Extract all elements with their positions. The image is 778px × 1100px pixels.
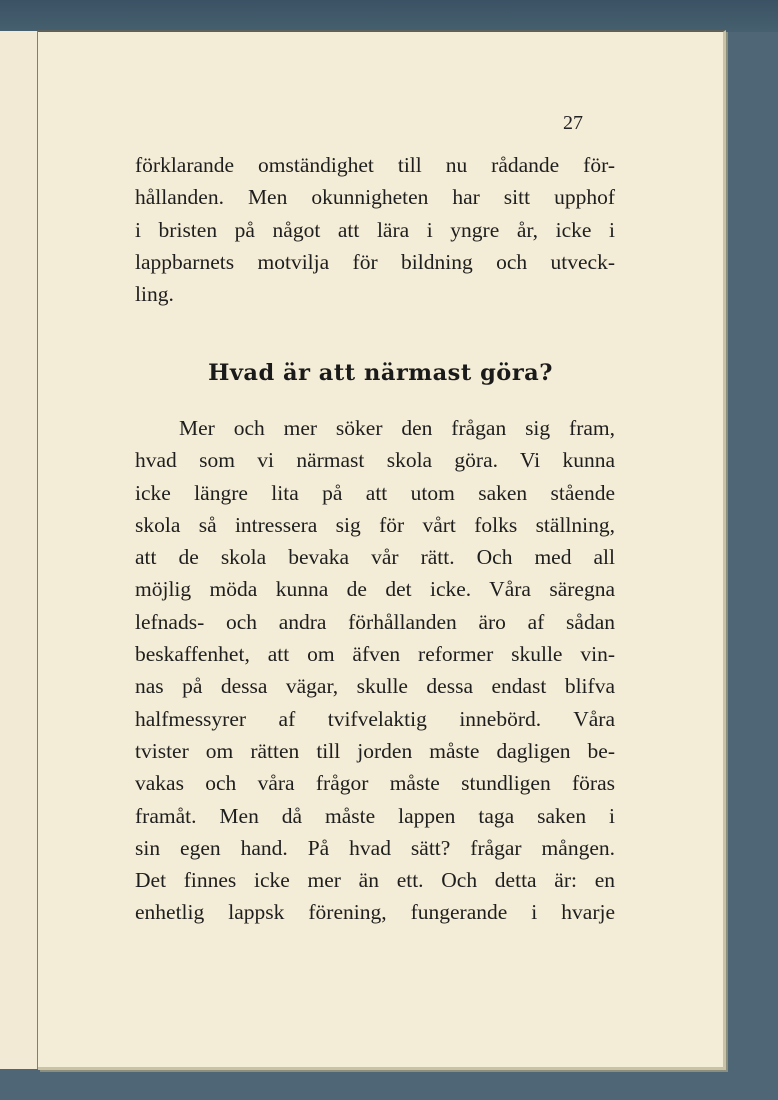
text-line: skola så intressera sig för vårt folks ställning,	[135, 512, 615, 537]
text-line: lappbarnets motvilja för bildning och utveck-	[135, 249, 615, 274]
text-line: nas på dessa vägar, skulle dessa endast blifva	[135, 674, 615, 699]
text-line: i bristen på något att lära i yngre år, icke i	[135, 217, 615, 242]
text-line: ling.	[135, 282, 174, 307]
text-line: sin egen hand. På hvad sätt? frågar mången.	[135, 835, 615, 860]
paragraph-continuation	[135, 149, 615, 310]
paragraph-body	[135, 412, 615, 929]
text-line: tvister om rätten till jorden måste dagligen be-	[135, 738, 615, 763]
text-line: halfmessyrer af tvifvelaktig innebörd. Våra	[135, 706, 615, 731]
text-line: lefnads- och andra förhållanden äro af sådan	[135, 609, 615, 634]
text-line: Det finnes icke mer än ett. Och detta är: en	[135, 868, 615, 893]
text-line: beskaffenhet, att om äfven reformer skulle vin-	[135, 642, 615, 667]
text-line: hållanden. Men okunnigheten har sitt upphof	[135, 185, 615, 210]
text-line: framåt. Men då måste lappen taga saken i	[135, 803, 615, 828]
text-line: förklarande omständighet till nu rådande för-	[135, 153, 615, 177]
text-line: Mer och mer söker den frågan sig fram,	[179, 416, 615, 440]
text-line: vakas och våra frågor måste stundligen föras	[135, 771, 615, 796]
facing-page-edge	[0, 31, 38, 1069]
text-line: möjlig möda kunna de det icke. Våra säregna	[135, 577, 615, 602]
text-line: icke längre lita på att utom saken stående	[135, 480, 615, 505]
text-line: att de skola bevaka vår rätt. Och med all	[135, 545, 615, 570]
section-heading: Hvad är att närmast göra?	[208, 360, 553, 386]
text-line: hvad som vi närmast skola göra. Vi kunna	[135, 448, 615, 473]
scan-background	[0, 0, 778, 32]
page-number: 27	[563, 112, 583, 134]
text-line: enhetlig lappsk förening, fungerande i hvarje	[135, 900, 615, 925]
